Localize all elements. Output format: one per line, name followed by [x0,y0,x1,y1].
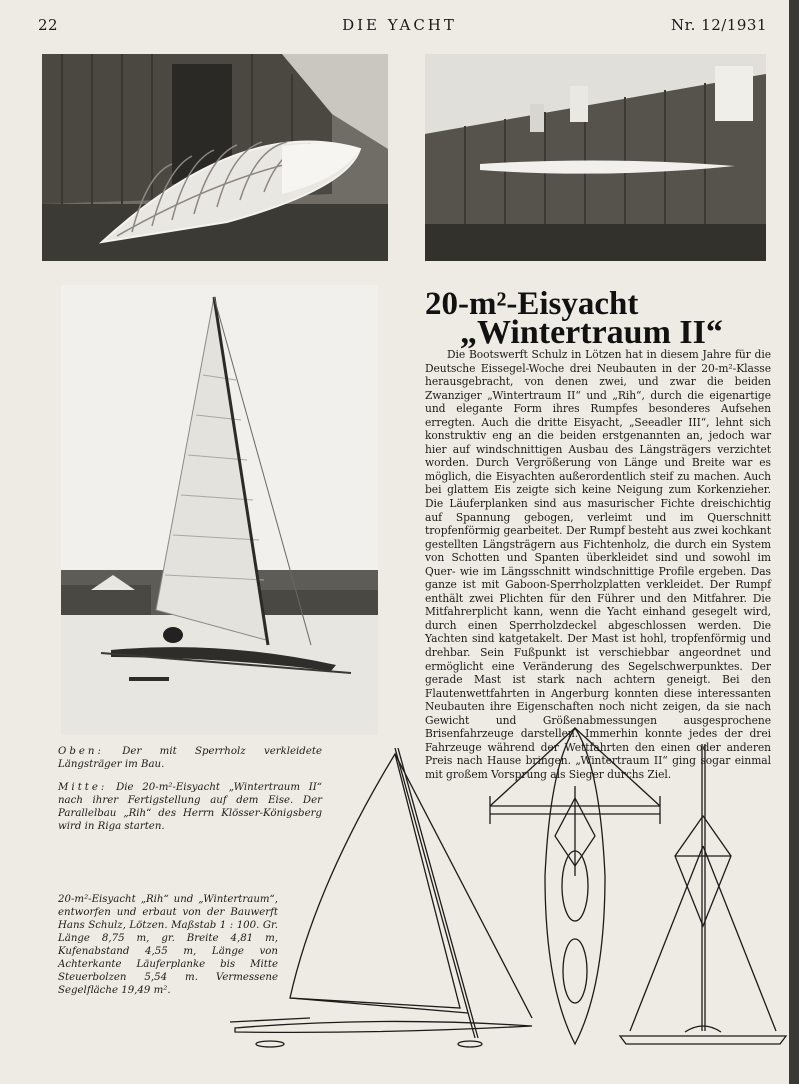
page-number: 22 [38,16,59,34]
caption-lead-oben: Oben: [58,746,104,757]
drawing-side-view [230,748,532,1047]
page-edge [789,0,799,1084]
drawing-front-view [620,744,786,1044]
caption-technical-drawing: 20-m²-Eisyacht „Rih“ und „Wintertraum“, entworfen und erbaut von der Bauwerft Hans Schulz, Lötzen. Maßstab 1 : 100. Gr. Länge 8,75 m, gr. Breite 4,81 m, Kufenabstand 4,55 m, Länge von Achterkante Läuferplanke bis Mitte Steuerbolzen 5,54 m. Vermessene Segelfläche 19,49 m². [58,894,278,996]
photo-iceyacht-sailing [61,285,378,735]
hull-frame-illustration [42,54,388,261]
article-headline-line2: „Wintertraum II“ [460,314,723,351]
caption-text-oben: Der mit Sperrholz verkleidete Längsträger im Bau. [58,746,322,770]
caption-text-mitte: Die 20-m²-Eisyacht „Wintertraum II“ nach ihrer Fertigstellung auf dem Eise. Der Parallelbau „Rih“ des Herrn Klösser-Königsberg wird in Riga starten. [58,782,322,832]
article-headline-line1: 20-m²-Eisyacht [425,286,639,322]
drawing-top-view [490,728,660,1044]
photo-finished-hull [425,54,766,261]
issue-number: Nr. 12/1931 [671,16,767,34]
iceyacht-sailing-illustration [61,285,378,735]
technical-drawing [220,726,790,1056]
photo-hull-frame [42,54,388,261]
finished-hull-illustration [425,54,766,261]
journal-title: DIE YACHT [342,16,457,34]
article-body: Die Bootswerft Schulz in Lötzen hat in diesem Jahre für die Deutsche Eissegel-Woche drei Neubauten in der 20-m²-Klasse herausgebracht, von denen zwei, und zwar die beiden Zwanziger „Wintertraum II“ und „Rih“, durch die eigenartige und elegante Form ihres Rumpfes besonderes Aufsehen erregten. Auch die dritte Eisyacht, „Seeadler III“, lehnt sich konstruktiv eng an die beiden erstgenannten an, jedoch war hier auf windschnittigen Ausbau des Längsträgers verzichtet worden. Durch Vergrößerung von Länge und Breite war es möglich, die Eisyachten außerordentlich steif zu machen. Auch bei glattem Eis zeigte sich keine Neigung zum Korkenzieher. Die Läuferplanken sind aus masurischer Fichte dreischichtig auf Spannung gebogen, verleimt und im Querschnitt tropfenförmig gearbeitet. Der Rumpf besteht aus zwei kochkant gestellten Längsträgern aus Fichtenholz, die durch ein System von Schotten und Spanten überkleidet sind und sowohl im Quer- wie im Längsschnitt windschnittige Profile ergeben. Das ganze ist mit Gaboon-Sperrholzplatten verkleidet. Der Rumpf enthält zwei Plichten für den Führer und den Mitfahrer. Die Mitfahrerplicht kann, wenn die Yacht einhand gesegelt wird, durch einen Sperrholzdeckel abgeschlossen werden. Die Yachten sind katgetakelt. Der Mast ist hohl, tropfenförmig und drehbar. Sein Fußpunkt ist verschiebbar angeordnet und ermöglicht eine Veränderung des Segelschwerpunktes. Der gerade Mast ist stark nach achtern geneigt. Bei den Flautenwettfahrten in Angerburg konnten diese interessanten Neubauten ihre Eigenschaften noch nicht zeigen, da sie nach Gewicht und Größenabmessungen ausgesprochene Brisenfahrzeuge darstellen. Immerhin konnte jedes der drei Fahrzeuge während der Wettfahrten den einen oder anderen Preis nach Hause bringen. „Wintertraum II“ ging sogar einmal mit großem Vorsprung als Sieger durchs Ziel. [425,348,771,781]
caption-lead-mitte: Mitte: [58,782,108,793]
